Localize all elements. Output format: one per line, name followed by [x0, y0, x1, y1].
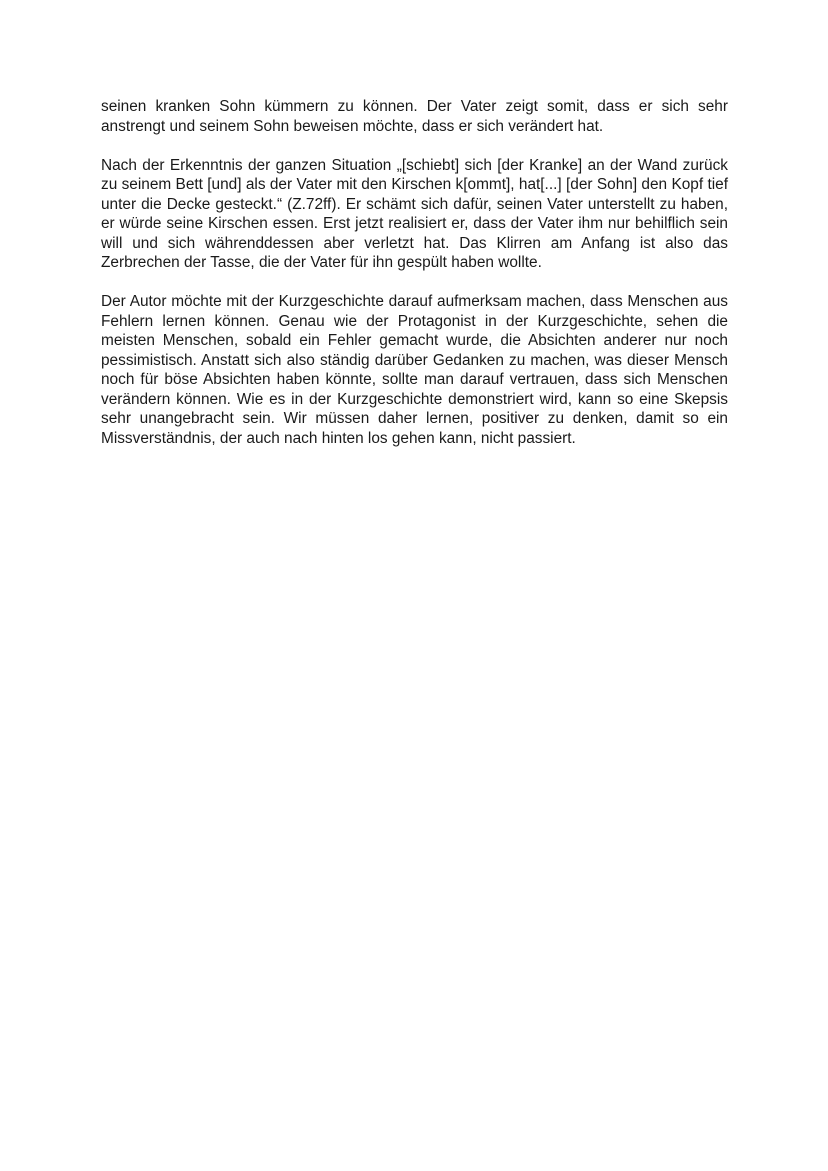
paragraph-3: Der Autor möchte mit der Kurzgeschichte darauf aufmerksam machen, dass Menschen aus Fehlern lernen können. Genau wie der Protagonist in der Kurzgeschichte, sehen die meisten Menschen, sobald ein Fehler gemacht wurde, die Absichten anderer nur noch pessimistisch. Anstatt sich also ständig darüber Gedanken zu machen, was dieser Mensch noch für böse Absichten haben könnte, sollte man darauf vertrauen, dass sich Menschen verändern können. Wie es in der Kurzgeschichte demonstriert wird, kann so eine Skepsis sehr unangebracht sein. Wir müssen daher lernen, positiver zu denken, damit so ein Missverständnis, der auch nach hinten los gehen kann, nicht passiert. — [101, 293, 728, 447]
document-body — [101, 97, 728, 448]
paragraph-2: Nach der Erkenntnis der ganzen Situation „[schiebt] sich [der Kranke] an der Wand zurück zu seinem Bett [und] als der Vater mit den Kirschen k[ommt], hat[...] [der Sohn] den Kopf tief unter die Decke gesteckt.“ (Z.72ff). Er schämt sich dafür, seinen Vater unterstellt zu haben, er würde seine Kirschen essen. Erst jetzt realisiert er, dass der Vater ihm nur behilflich sein will und sich währenddessen aber verletzt hat. Das Klirren am Anfang ist also das Zerbrechen der Tasse, die der Vater für ihn gespült haben wollte. — [101, 156, 728, 271]
paragraph-1: seinen kranken Sohn kümmern zu können. Der Vater zeigt somit, dass er sich sehr anstrengt und seinem Sohn beweisen möchte, dass er sich verändert hat. — [101, 98, 728, 135]
